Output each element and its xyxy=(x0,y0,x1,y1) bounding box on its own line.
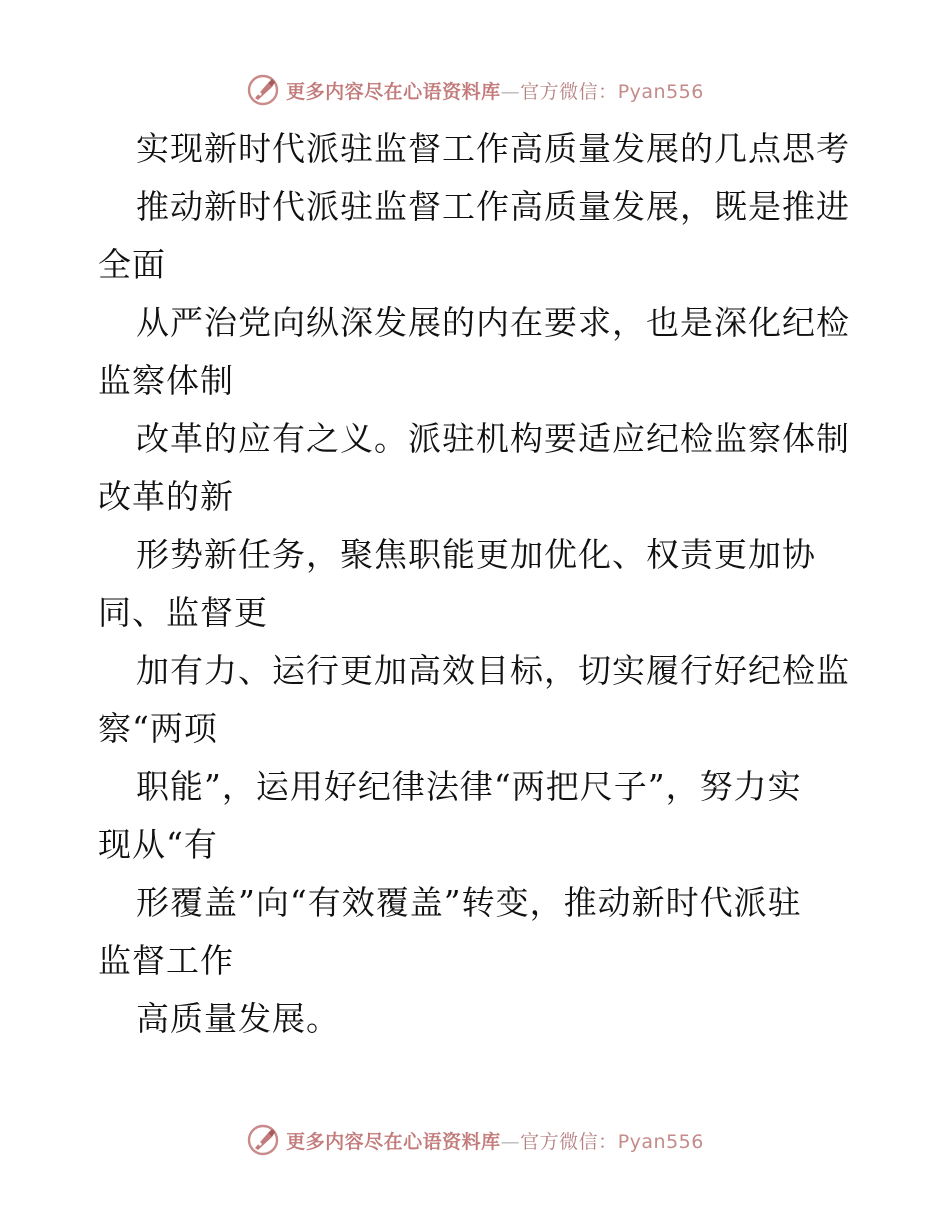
pen-nib-logo-icon xyxy=(246,1123,280,1157)
header-watermark-banner xyxy=(0,70,950,110)
text-line: 全面 xyxy=(98,245,166,284)
text-line: 形势新任务，聚焦职能更加优化、权责更加协 xyxy=(136,535,816,574)
footer-watermark-dash: — xyxy=(500,1130,521,1153)
text-line: 实现新时代派驻监督工作高质量发展的几点思考 xyxy=(136,129,850,168)
text-line: 监察体制 xyxy=(98,361,234,400)
text-line: 职能”，运用好纪律法律“两把尺子”，努力实 xyxy=(136,767,802,806)
header-watermark-wechat-id: Pyan556 xyxy=(617,80,704,103)
text-line: 推动新时代派驻监督工作高质量发展，既是推进 xyxy=(136,187,850,226)
header-watermark-wechat-label: 官方微信： xyxy=(520,80,618,103)
footer-watermark-lead: 更多内容尽在心语资料库 xyxy=(286,1130,501,1153)
text-line: 监督工作 xyxy=(98,941,234,980)
footer-watermark-text xyxy=(286,1127,704,1154)
text-line: 加有力、运行更加高效目标，切实履行好纪检监 xyxy=(136,651,850,690)
text-line: 形覆盖”向“有效覆盖”转变，推动新时代派驻 xyxy=(136,883,802,922)
text-line: 改革的应有之义。派驻机构要适应纪检监察体制 xyxy=(136,419,850,458)
text-line: 从严治党向纵深发展的内在要求，也是深化纪检 xyxy=(136,303,850,342)
header-watermark-dash: — xyxy=(500,80,521,103)
footer-watermark-wechat-id: Pyan556 xyxy=(617,1130,704,1153)
text-line: 同、监督更 xyxy=(98,593,268,632)
footer-watermark-wechat-label: 官方微信： xyxy=(520,1130,618,1153)
text-line: 察“两项 xyxy=(98,709,218,748)
footer-watermark-banner xyxy=(0,1120,950,1160)
text-line: 高质量发展。 xyxy=(136,999,340,1038)
header-watermark-text xyxy=(286,77,704,104)
header-watermark-lead: 更多内容尽在心语资料库 xyxy=(286,80,501,103)
text-line: 现从“有 xyxy=(98,825,218,864)
pen-nib-logo-icon xyxy=(246,73,280,107)
text-line: 改革的新 xyxy=(98,477,234,516)
document-body xyxy=(98,120,858,1048)
